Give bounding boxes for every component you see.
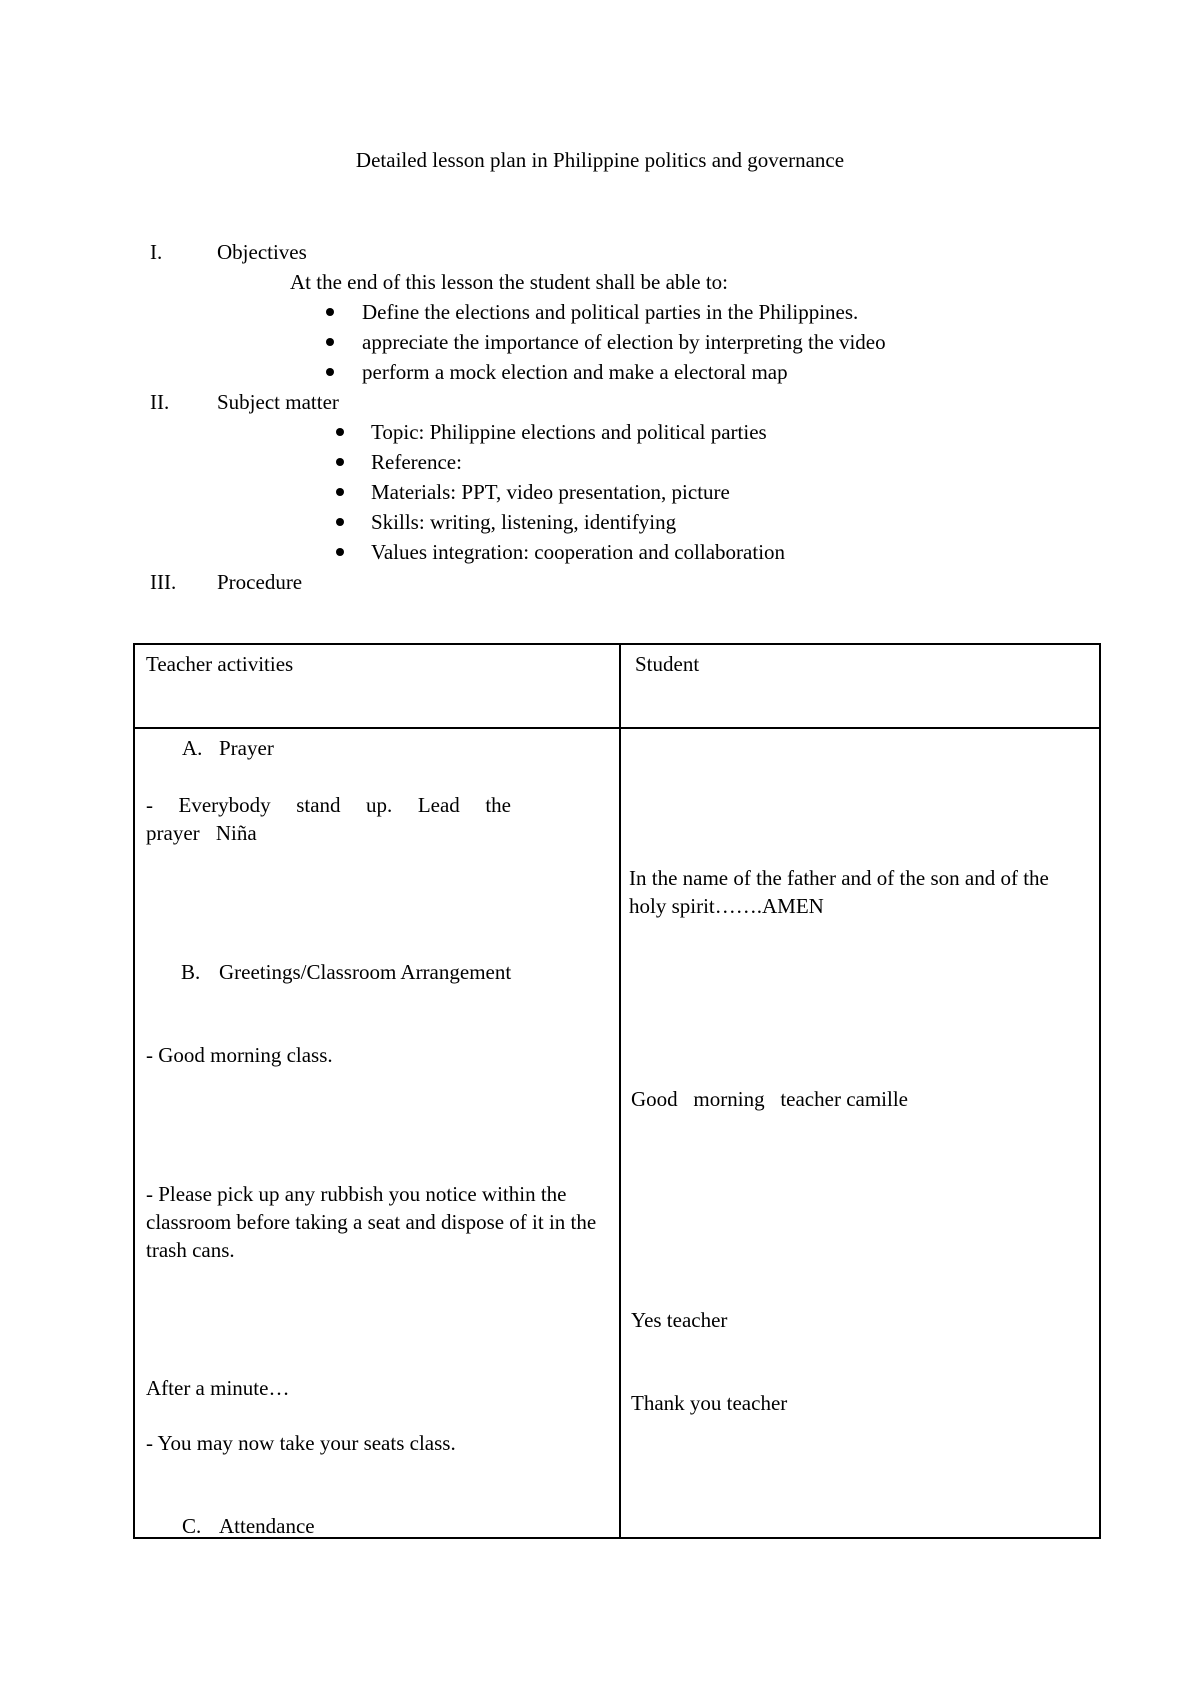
subject-item: Skills: writing, listening, identifying <box>371 510 677 534</box>
objective-item: perform a mock election and make a electoral map <box>362 360 788 384</box>
objective-item: Define the elections and political parties in the Philippines. <box>362 300 859 324</box>
bullet-icon <box>336 458 344 466</box>
objective-item: appreciate the importance of election by interpreting the video <box>362 330 886 354</box>
student-yes-response: Yes teacher <box>631 1308 728 1332</box>
student-greeting-response: Good morning teacher camille <box>631 1087 908 1111</box>
header-divider <box>135 727 1099 729</box>
bullet-icon <box>326 308 334 316</box>
section-heading-objectives: Objectives <box>217 240 307 264</box>
column-divider <box>619 645 621 1537</box>
subject-item: Topic: Philippine elections and political parties <box>371 420 767 444</box>
section-heading-subject-matter: Subject matter <box>217 390 339 414</box>
bullet-icon <box>336 488 344 496</box>
teacher-prayer-instruction: - Everybody stand up. Lead the prayer Niña <box>146 793 511 845</box>
teacher-greeting: - Good morning class. <box>146 1043 333 1067</box>
item-letter-b: B. <box>181 960 201 984</box>
item-letter-c: C. <box>182 1514 202 1538</box>
header-student: Student <box>635 652 700 676</box>
student-prayer-response: In the name of the father and of the son and of the holy spirit…….AMEN <box>629 866 1049 918</box>
subject-item: Values integration: cooperation and collaboration <box>371 540 786 564</box>
bullet-icon <box>326 338 334 346</box>
document-title: Detailed lesson plan in Philippine politics and governance <box>355 148 845 172</box>
teacher-rubbish-instruction: - Please pick up any rubbish you notice within the classroom before taking a seat and dispose of it in the trash cans. <box>146 1182 597 1262</box>
section-numeral-subject-matter: II. <box>150 390 170 414</box>
subject-item: Materials: PPT, video presentation, picture <box>371 480 730 504</box>
teacher-take-seats: - You may now take your seats class. <box>146 1431 456 1455</box>
procedure-table <box>133 643 1101 1539</box>
subject-item: Reference: <box>371 450 462 474</box>
item-label-attendance: Attendance <box>219 1514 315 1538</box>
bullet-icon <box>326 368 334 376</box>
objectives-intro: At the end of this lesson the student shall be able to: <box>290 270 729 294</box>
header-teacher-activities: Teacher activities <box>146 652 294 676</box>
section-heading-procedure: Procedure <box>217 570 303 594</box>
bullet-icon <box>336 548 344 556</box>
item-label-prayer: Prayer <box>219 736 274 760</box>
section-numeral-procedure: III. <box>150 570 177 594</box>
student-thanks-response: Thank you teacher <box>631 1391 788 1415</box>
section-numeral-objectives: I. <box>150 240 163 264</box>
item-letter-a: A. <box>182 736 203 760</box>
item-label-greetings: Greetings/Classroom Arrangement <box>219 960 512 984</box>
teacher-after-minute: After a minute… <box>146 1376 290 1400</box>
bullet-icon <box>336 518 344 526</box>
bullet-icon <box>336 428 344 436</box>
